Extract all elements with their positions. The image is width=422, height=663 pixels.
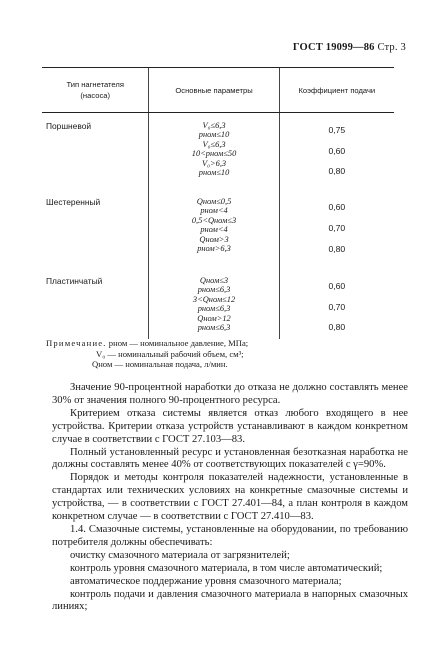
param-line: 0,5<Qном≤3 <box>191 215 237 225</box>
paragraph: 1.4. Смазочные системы, установленные на оборудовании, по требованию потребителя должны обеспечивать: <box>52 523 408 548</box>
paragraph: Полный установленный ресурс и установленная безотказная наработка не должны составлять менее 40% от соответствующих показателей с γ=90%. <box>52 446 408 471</box>
param-line: pном≤10 <box>198 130 230 140</box>
pump-type-cell: Пластинчатый <box>46 276 103 286</box>
standard-number: ГОСТ 19099—86 <box>292 42 375 53</box>
page-number: Стр. 3 <box>377 42 406 53</box>
table-note <box>46 338 248 370</box>
table-row <box>42 113 394 185</box>
header-pump-type-line1: Тип нагнетателя <box>66 80 124 89</box>
paragraph: Порядок и методы контроля показателей надежности, установленные в стандартах или технических условиях на конкретные смазочные системы и устройства, — в соответствии с ГОСТ 27.401—84, а план контроля в каждом конкретном случае — в соответствии с ГОСТ 27.410—83. <box>52 472 408 523</box>
note-label: Примечание. <box>46 338 107 348</box>
table-header <box>42 68 394 113</box>
param-line: pном≤10 <box>198 168 230 178</box>
coef-value: 0,60 <box>328 202 346 212</box>
param-line: pном>6,3 <box>197 244 231 254</box>
header-pump-type-line2: (насоса) <box>80 91 110 100</box>
note-first-line <box>46 338 248 349</box>
paragraph: контроль уровня смазочного материала, в том числе автоматический; <box>70 562 383 574</box>
param-line: V₀≤6,3 <box>202 121 226 130</box>
pump-coefficient-table <box>42 67 394 339</box>
param-line: Qном≤3 <box>199 276 229 285</box>
paragraph: Критерием отказа системы является отказ любого входящего в нее устройства. Критерии отказа устройств устанавливают в каждом конкретном случае в соответствии с ГОСТ 27.103—83. <box>52 407 408 445</box>
coef-value: 0,75 <box>328 125 346 135</box>
param-line: pном≤6,3 <box>197 285 231 295</box>
page-header <box>293 42 406 53</box>
paragraph: очистку смазочного материала от загрязнителей; <box>70 549 290 561</box>
params-cell <box>148 264 279 339</box>
param-line: V₀>6,3 <box>201 158 227 168</box>
coef-value: 0,80 <box>328 166 346 176</box>
coef-cell <box>280 185 394 264</box>
pump-type-cell: Шестеренный <box>46 197 101 207</box>
note-line: Qном — номинальная подача, л/мин. <box>92 359 228 370</box>
paragraph: автоматическое поддержание уровня смазочного материала; <box>70 575 342 587</box>
table-row <box>42 185 394 264</box>
header-feed-coefficient: Коэффициент подачи <box>298 85 376 95</box>
coef-cell <box>280 113 394 185</box>
coef-value: 0,70 <box>328 302 346 312</box>
param-line: pном≤6,3 <box>197 323 231 333</box>
param-line: Qном>3 <box>199 234 229 244</box>
table-row <box>42 264 394 339</box>
pump-type-cell: Поршневой <box>46 121 92 131</box>
header-pump-type <box>42 68 148 112</box>
coef-value: 0,70 <box>328 223 346 233</box>
param-line: pном<4 <box>200 225 228 235</box>
param-line: 10<pном≤50 <box>191 149 237 159</box>
coef-value: 0,60 <box>328 146 346 156</box>
param-line: pном<4 <box>200 206 228 216</box>
param-line: Qном≤0,5 <box>196 197 232 206</box>
note-line: V₀ — номинальный рабочий объем, см³; <box>96 348 244 359</box>
paragraph: контроль подачи и давления смазочного материала в напорных смазочных линиях; <box>52 588 408 613</box>
body-text <box>52 382 408 614</box>
note-line: pном — номинальное давление, МПа; <box>108 338 249 348</box>
header-main-params: Основные параметры <box>148 68 279 112</box>
coef-value: 0,80 <box>328 322 346 332</box>
param-line: V₀≤6,3 <box>202 139 226 149</box>
params-cell <box>148 185 279 264</box>
coef-value: 0,60 <box>328 281 346 291</box>
params-cell <box>148 113 279 185</box>
coef-cell <box>280 264 394 339</box>
param-line: 3<Qном≤12 <box>192 294 236 304</box>
coef-value: 0,80 <box>328 244 346 254</box>
param-line: Qном>12 <box>197 313 231 323</box>
paragraph: Значение 90-процентной наработки до отказа не должно составлять менее 30% от значения полного 90-процентного ресурса. <box>52 382 408 406</box>
param-line: pном≤6,3 <box>197 304 231 314</box>
